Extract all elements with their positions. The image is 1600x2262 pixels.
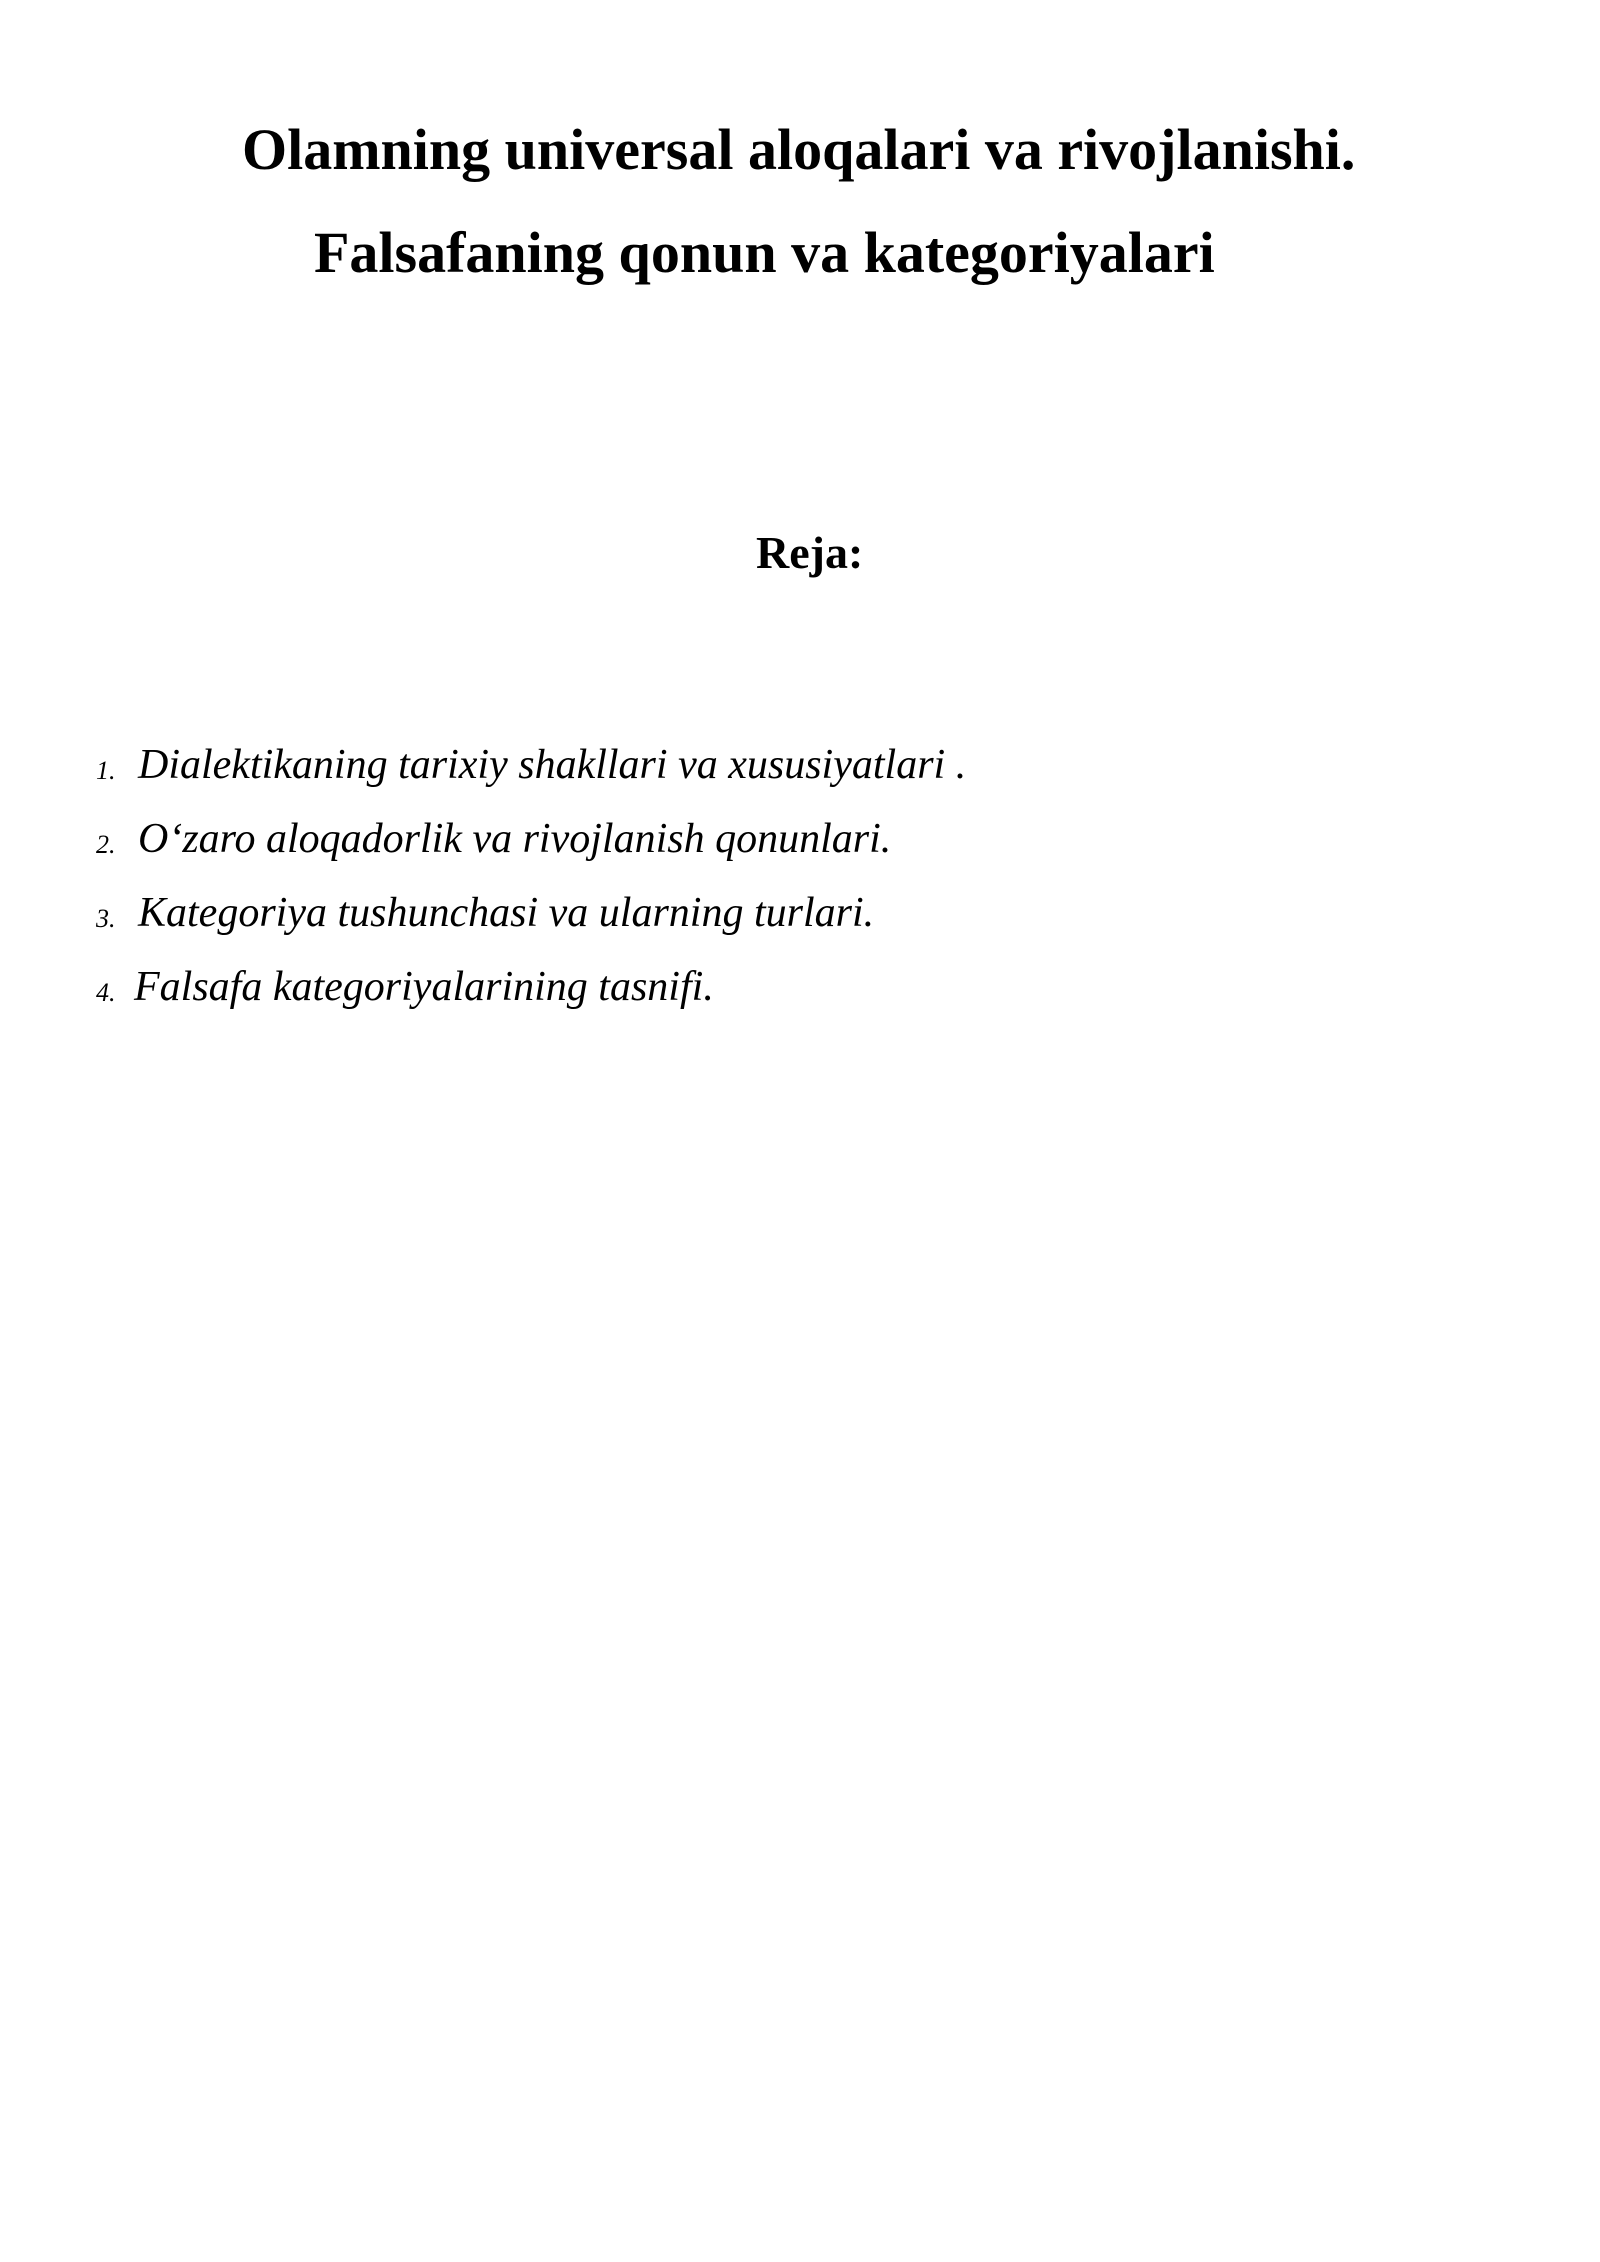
plan-item-1: [96, 735, 1396, 809]
plan-item-text: O‘zaro aloqadorlik va rivojlanish qonunlari.: [138, 816, 892, 862]
plan-item-number: 4.: [96, 978, 116, 1007]
plan-list: [96, 735, 1396, 1031]
plan-item-2: [96, 809, 1396, 883]
plan-item-text: Falsafa kategoriyalarining tasnifi.: [134, 964, 714, 1010]
plan-heading: Reja:: [756, 527, 864, 578]
plan-item-number: 2.: [96, 830, 116, 859]
plan-item-text: Kategoriya tushunchasi va ularning turlari.: [138, 890, 875, 936]
plan-item-text: Dialektikaning tarixiy shakllari va xususiyatlari .: [138, 742, 967, 788]
plan-item-number: 3.: [96, 904, 116, 933]
plan-item-number: 1.: [96, 756, 116, 785]
plan-item-4: [96, 957, 1396, 1031]
document-title-line-1: Olamning universal aloqalari va rivojlanishi.: [242, 117, 1356, 182]
plan-item-3: [96, 883, 1396, 957]
document-title-line-2: Falsafaning qonun va kategoriyalari: [314, 220, 1215, 285]
